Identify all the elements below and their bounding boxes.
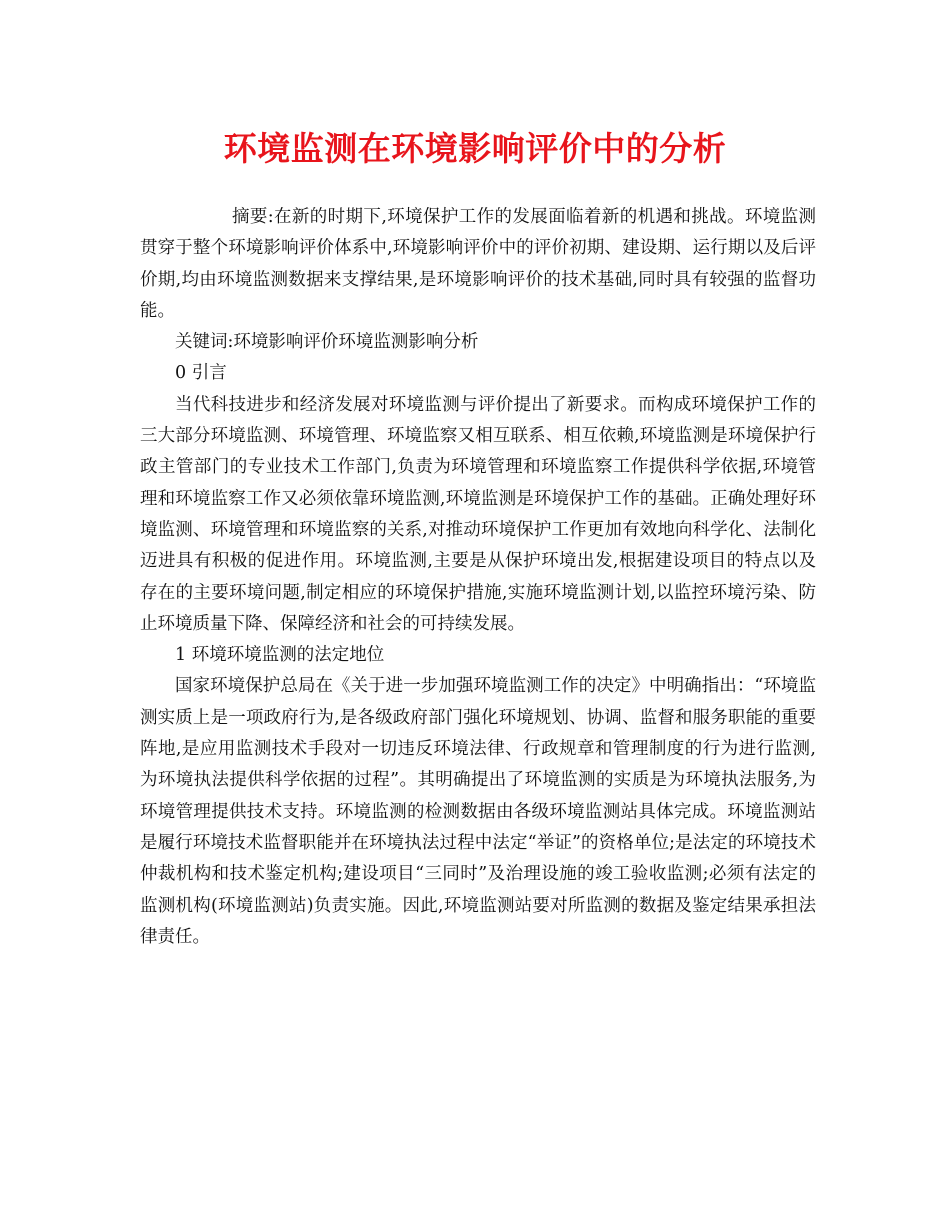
intro-paragraph: 当代科技进步和经济发展对环境监测与评价提出了新要求。而构成环境保护工作的三大部分环境监测、环境管理、环境监察又相互联系、相互依赖,环境监测是环境保护行政主管部门的专业技术工作部门,负责为环境管理和环境监察工作提供科学依据,环境管理和环境监察工作又必须依靠环境监测,环境监测是环境保护工作的基础。正确处理好环境监测、环境管理和环境监察的关系,对推动环境保护工作更加有效地向科学化、法制化迈进具有积极的促进作用。环境监测,主要是从保护环境出发,根据建设项目的特点以及存在的主要环境问题,制定相应的环境保护措施,实施环境监测计划,以监控环境污染、防止环境质量下降、保障经济和社会的可持续发展。 [140, 394, 816, 634]
abstract-paragraph: 摘要:在新的时期下,环境保护工作的发展面临着新的机遇和挑战。环境监测贯穿于整个环境影响评价体系中,环境影响评价中的评价初期、建设期、运行期以及后评价期,均由环境监测数据来支撑结果,是环境影响评价的技术基础,同时具有较强的监督功能。 [140, 207, 816, 321]
keywords-line: 关键词:环境影响评价环境监测影响分析 [175, 332, 479, 353]
heading-intro: 0 引言 [175, 363, 227, 384]
document-title: 环境监测在环境影响评价中的分析 [223, 129, 727, 168]
document-body [140, 202, 816, 953]
section-1-paragraph: 国家环境保护总局在《关于进一步加强环境监测工作的决定》中明确指出：“环境监测实质上是一项政府行为,是各级政府部门强化环境规划、协调、监督和服务职能的重要阵地,是应用监测技术手段对一切违反环境法律、行政规章和管理制度的行为进行监测,为环境执法提供科学依据的过程”。其明确提出了环境监测的实质是为环境执法服务,为环境管理提供技术支持。环境监测的检测数据由各级环境监测站具体完成。环境监测站是履行环境技术监督职能并在环境执法过程中法定“举证”的资格单位;是法定的环境技术仲裁机构和技术鉴定机构;建设项目“三同时”及治理设施的竣工验收监测;必须有法定的监测机构(环境监测站)负责实施。因此,环境监测站要对所监测的数据及鉴定结果承担法律责任。 [140, 676, 816, 947]
heading-section-1: 1 环境环境监测的法定地位 [175, 645, 385, 666]
